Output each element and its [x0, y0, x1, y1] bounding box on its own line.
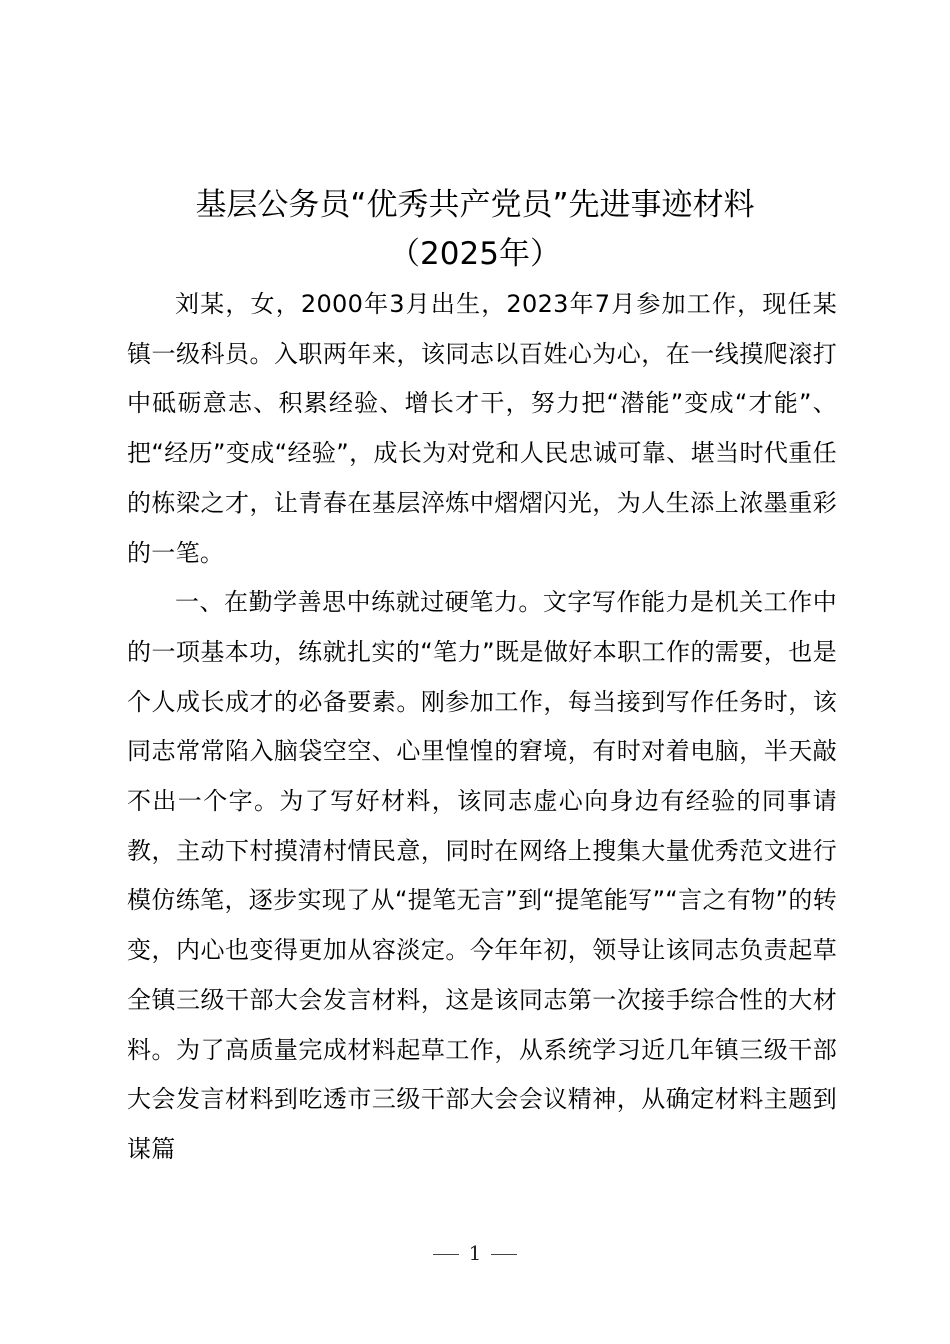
page-footer [0, 1240, 950, 1266]
document-title-year: （2025年） [389, 236, 561, 272]
footer-dash-right [491, 1254, 517, 1255]
paragraph-intro: 刘某，女，2000年3月出生，2023年7月参加工作，现任某镇一级科员。入职两年来，该同志以百姓心为心，在一线摸爬滚打中砥砺意志、积累经验、增长才干，努力把“潜能”变成“才能”、把“经历”变成“经验”，成长为对党和人民忠诚可靠、堪当时代重任的栋梁之才，让青春在基层淬炼中熠熠闪光，为人生添上浓墨重彩的一笔。 [127, 290, 837, 567]
document-title: 基层公务员“优秀共产党员”先进事迹材料 [195, 187, 755, 223]
page-number: 1 [468, 1241, 482, 1265]
document-body [127, 280, 837, 1175]
paragraph-section-1: 一、在勤学善思中练就过硬笔力。文字写作能力是机关工作中的一项基本功，练就扎实的“笔力”既是做好本职工作的需要，也是个人成长成才的必备要素。刚参加工作，每当接到写作任务时，该同志常常陷入脑袋空空、心里惶惶的窘境，有时对着电脑，半天敲不出一个字。为了写好材料，该同志虚心向身边有经验的同事请教，主动下村摸清村情民意，同时在网络上搜集大量优秀范文进行模仿练笔，逐步实现了从“提笔无言”到“提笔能写”“言之有物”的转变，内心也变得更加从容淡定。今年年初，领导让该同志负责起草全镇三级干部大会发言材料，这是该同志第一次接手综合性的大材料。为了高质量完成材料起草工作，从系统学习近几年镇三级干部大会发言材料到吃透市三级干部大会会议精神，从确定材料主题到谋篇 [127, 588, 837, 1163]
footer-dash-left [433, 1254, 459, 1255]
